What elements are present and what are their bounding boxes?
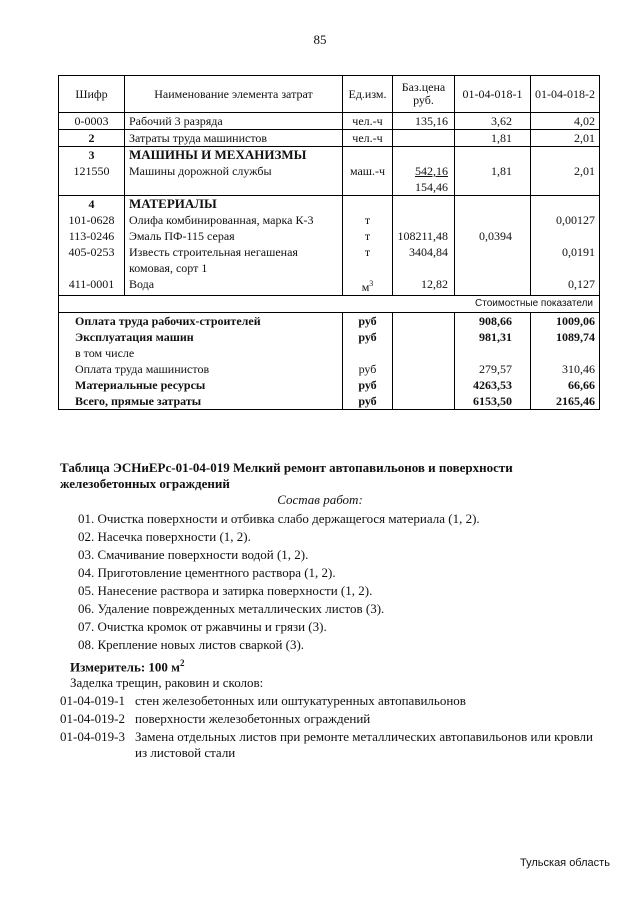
item-code: 01-04-019-3 [60, 729, 125, 744]
row-name: Эмаль ПФ-115 серая [125, 228, 343, 244]
summary-unit: руб [343, 377, 393, 393]
empty-cell [455, 196, 531, 213]
row-value-1 [455, 276, 531, 296]
table-header-row [59, 76, 600, 113]
item-description: Замена отдельных листов при ремонте металлических автопавильонов или кровли из листовой стали [135, 729, 593, 760]
empty-cell [343, 196, 393, 213]
row-value-2: 0,127 [531, 276, 600, 296]
summary-unit [343, 345, 393, 361]
summary-row [59, 313, 600, 330]
table-row [59, 113, 600, 130]
header-col2: 01-04-018-2 [531, 76, 600, 113]
summary-row [59, 393, 600, 410]
summary-value-1: 6153,50 [455, 393, 531, 410]
row-value-1: 0,0394 [455, 228, 531, 244]
header-price [393, 76, 455, 113]
measure-sup: 2 [180, 658, 185, 668]
work-item: 02. Насечка поверхности (1, 2). [78, 529, 251, 544]
empty-cell [393, 313, 455, 330]
table-row [59, 163, 600, 196]
row-code: 0-0003 [59, 113, 125, 130]
summary-name: Оплата труда машинистов [59, 361, 343, 377]
summary-value-2 [531, 345, 600, 361]
summary-value-2: 310,46 [531, 361, 600, 377]
empty-cell [393, 147, 455, 164]
work-item: 06. Удаление поврежденных металлических листов (3). [78, 601, 385, 616]
summary-unit: руб [343, 393, 393, 410]
row-code: 101-0628 [59, 212, 125, 228]
summary-value-2: 1009,06 [531, 313, 600, 330]
summary-row [59, 345, 600, 361]
table-row [59, 130, 600, 147]
summary-value-2: 2165,46 [531, 393, 600, 410]
work-item: 05. Нанесение раствора и затирка поверхности (1, 2). [78, 583, 373, 598]
table-row [59, 212, 600, 228]
row-unit: чел.-ч [343, 130, 393, 147]
row-value-2: 0,0191 [531, 244, 600, 276]
summary-value-2: 1089,74 [531, 329, 600, 345]
summary-value-1: 4263,53 [455, 377, 531, 393]
section-title: МАШИНЫ И МЕХАНИЗМЫ [125, 147, 343, 164]
item-code: 01-04-019-1 [60, 693, 125, 708]
summary-value-1: 981,31 [455, 329, 531, 345]
row-code: 2 [59, 130, 125, 147]
header-code: Шифр [59, 76, 125, 113]
summary-row [59, 361, 600, 377]
empty-cell [393, 393, 455, 410]
row-price: 108211,48 [393, 228, 455, 244]
section-title: Таблица ЭСНиЕРс-01-04-019 Мелкий ремонт автопавильонов и поверхности железобетонных ограждений [60, 460, 513, 491]
summary-value-2: 66,66 [531, 377, 600, 393]
item-description: стен железобетонных или оштукатуренных автопавильонов [135, 693, 466, 708]
row-value-2: 4,02 [531, 113, 600, 130]
row-value-1: 3,62 [455, 113, 531, 130]
row-value-1 [455, 212, 531, 228]
header-unit: Ед.изм. [343, 76, 393, 113]
row-price [393, 130, 455, 147]
summary-value-1: 908,66 [455, 313, 531, 330]
row-unit: т [343, 228, 393, 244]
row-code: 113-0246 [59, 228, 125, 244]
row-name: Олифа комбинированная, марка К-3 [125, 212, 343, 228]
row-value-1: 1,81 [455, 130, 531, 147]
summary-unit: руб [343, 329, 393, 345]
summary-value-1: 279,57 [455, 361, 531, 377]
row-name: Известь строительная негашеная комовая, сорт 1 [125, 244, 343, 276]
cost-table [58, 75, 600, 410]
row-value-2: 0,00127 [531, 212, 600, 228]
row-price: 12,82 [393, 276, 455, 296]
footer-region: Тульская область [520, 857, 610, 869]
row-name: Затраты труда машинистов [125, 130, 343, 147]
summary-value-1 [455, 345, 531, 361]
row-unit-text: м [361, 280, 370, 294]
summary-row [59, 377, 600, 393]
summary-name: в том числе [59, 345, 343, 361]
row-price: 135,16 [393, 113, 455, 130]
summary-name: Оплата труда рабочих-строителей [59, 313, 343, 330]
row-name: Вода [125, 276, 343, 296]
table-row [59, 228, 600, 244]
row-code: 405-0253 [59, 244, 125, 276]
empty-cell [393, 345, 455, 361]
row-unit [343, 276, 393, 296]
cost-indicators-label: Стоимостные показатели [59, 296, 600, 313]
summary-name: Эксплуатация машин [59, 329, 343, 345]
repair-caption: Заделка трещин, раковин и сколов: [70, 675, 264, 690]
section-code: 3 [59, 147, 125, 164]
row-value-1: 1,81 [455, 163, 531, 196]
section-title: МАТЕРИАЛЫ [125, 196, 343, 213]
row-price [393, 163, 455, 196]
row-unit: т [343, 212, 393, 228]
header-name: Наименование элемента затрат [125, 76, 343, 113]
row-code: 121550 [59, 163, 125, 196]
summary-row [59, 329, 600, 345]
header-col1: 01-04-018-1 [455, 76, 531, 113]
row-price: 3404,84 [393, 244, 455, 276]
summary-name: Всего, прямые затраты [59, 393, 343, 410]
work-item: 01. Очистка поверхности и отбивка слабо держащегося материала (1, 2). [78, 511, 480, 526]
row-price-secondary: 154,46 [415, 180, 448, 194]
row-price [393, 212, 455, 228]
empty-cell [393, 196, 455, 213]
header-price-line2: руб. [413, 93, 434, 107]
empty-cell [393, 361, 455, 377]
summary-unit: руб [343, 313, 393, 330]
item-code: 01-04-019-2 [60, 711, 125, 726]
measure-label [70, 658, 185, 675]
work-item: 08. Крепление новых листов сваркой (3). [78, 637, 305, 652]
row-unit: т [343, 244, 393, 276]
cost-indicators-row [59, 296, 600, 313]
empty-cell [531, 196, 600, 213]
page-number: 85 [313, 32, 327, 47]
row-unit-sup: 3 [369, 279, 374, 288]
measure-text: Измеритель: 100 м [70, 659, 181, 675]
table-row [59, 276, 600, 296]
work-item: 04. Приготовление цементного раствора (1, 2). [78, 565, 336, 580]
empty-cell [343, 147, 393, 164]
row-code: 411-0001 [59, 276, 125, 296]
row-value-2: 2,01 [531, 130, 600, 147]
empty-cell [531, 147, 600, 164]
work-item: 03. Смачивание поверхности водой (1, 2). [78, 547, 309, 562]
row-price-main: 542,16 [415, 164, 448, 178]
empty-cell [455, 147, 531, 164]
header-price-line1: Баз.цена [401, 80, 446, 94]
row-value-1 [455, 244, 531, 276]
table-row [59, 244, 600, 276]
row-name: Рабочий 3 разряда [125, 113, 343, 130]
row-unit: маш.-ч [343, 163, 393, 196]
composition-label: Состав работ: [277, 492, 363, 507]
section-row [59, 147, 600, 164]
summary-name: Материальные ресурсы [59, 377, 343, 393]
summary-unit: руб [343, 361, 393, 377]
row-name: Машины дорожной службы [125, 163, 343, 196]
empty-cell [393, 329, 455, 345]
section-row [59, 196, 600, 213]
section-code: 4 [59, 196, 125, 213]
item-description: поверхности железобетонных ограждений [135, 711, 371, 726]
empty-cell [393, 377, 455, 393]
row-value-2 [531, 228, 600, 244]
row-value-2: 2,01 [531, 163, 600, 196]
row-unit: чел.-ч [343, 113, 393, 130]
work-item: 07. Очистка кромок от ржавчины и грязи (3). [78, 619, 327, 634]
